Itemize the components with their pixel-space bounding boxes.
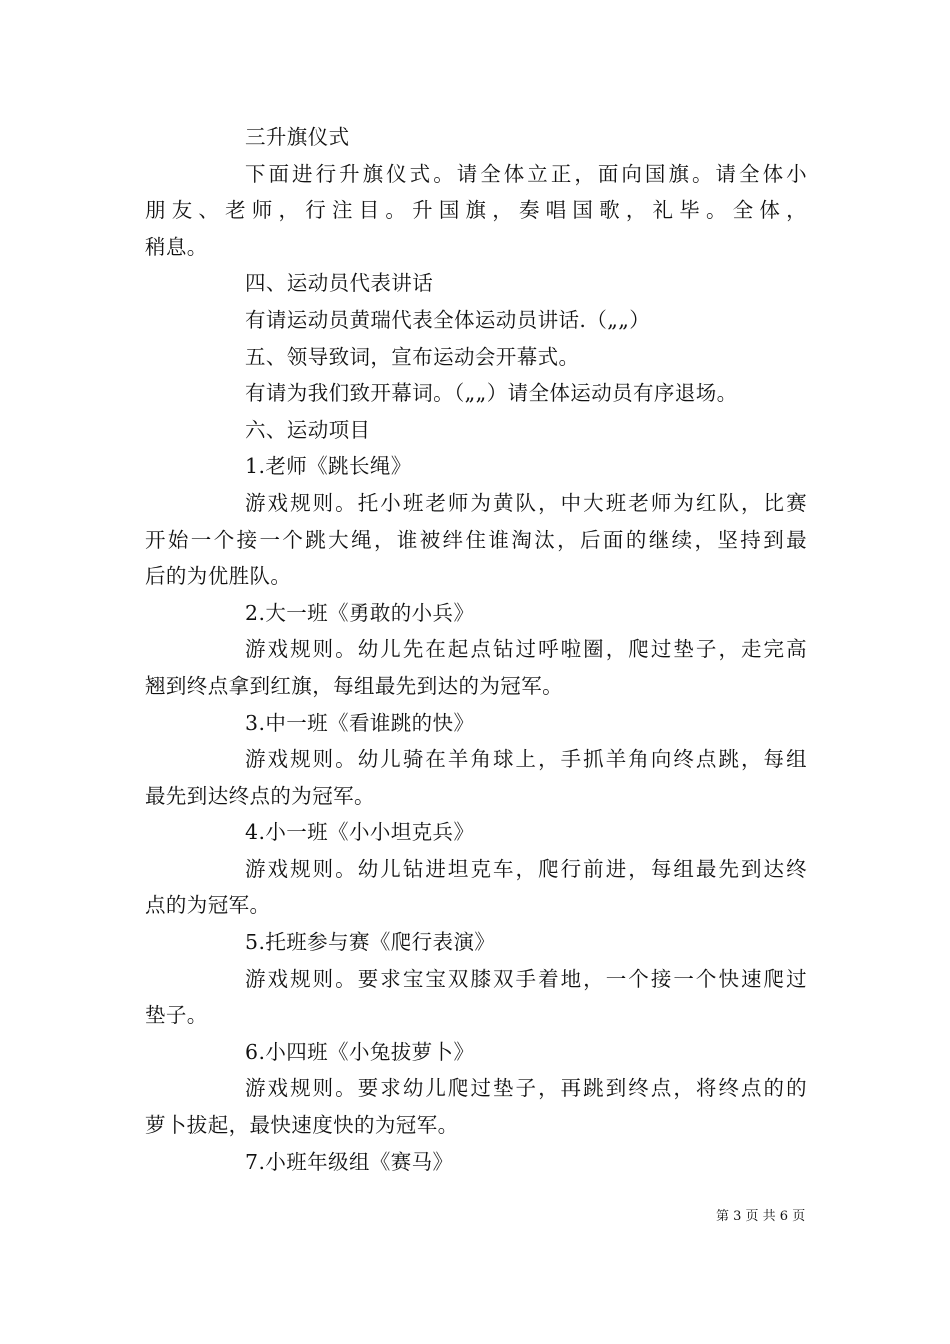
paragraph-line: 游戏规则。幼儿先在起点钻过呼啦圈，爬过垫子，走完高 [245, 637, 807, 662]
event-title: 7.小班年级组《赛马》 [245, 1149, 454, 1174]
paragraph-line: 有请为我们致开幕词。（„„）请全体运动员有序退场。 [245, 381, 738, 406]
section-heading-athlete-speech: 四、运动员代表讲话 [245, 271, 434, 296]
paragraph-line: 翘到终点拿到红旗，每组最先到达的为冠军。 [145, 673, 563, 698]
paragraph-line: 稍息。 [145, 234, 208, 259]
paragraph-line: 有请运动员黄瑞代表全体运动员讲话.（„„） [245, 307, 651, 332]
event-title: 1.老师《跳长绳》 [245, 454, 412, 479]
paragraph-line: 点的为冠军。 [145, 893, 271, 918]
page-number-footer: 第 3 页 共 6 页 [716, 1209, 806, 1224]
event-title: 6.小四班《小兔拔萝卜》 [245, 1039, 475, 1064]
event-title: 3.中一班《看谁跳的快》 [245, 710, 475, 735]
paragraph-line: 朋友、老师，行注目。升国旗，奏唱国歌，礼毕。全体， [145, 198, 807, 223]
paragraph-line: 游戏规则。要求幼儿爬过垫子，再跳到终点，将终点的的 [245, 1076, 807, 1101]
event-title: 5.托班参与赛《爬行表演》 [245, 930, 496, 955]
event-title: 2.大一班《勇敢的小兵》 [245, 600, 475, 625]
paragraph-line: 最先到达终点的为冠军。 [145, 783, 375, 808]
event-title: 4.小一班《小小坦克兵》 [245, 820, 475, 845]
paragraph-line: 游戏规则。托小班老师为黄队，中大班老师为红队，比赛 [245, 490, 807, 515]
paragraph-line: 后的为优胜队。 [145, 564, 292, 589]
paragraph-line: 游戏规则。幼儿骑在羊角球上，手抓羊角向终点跳，每组 [245, 747, 807, 772]
paragraph-line: 萝卜拔起，最快速度快的为冠军。 [145, 1113, 459, 1138]
paragraph-line: 开始一个接一个跳大绳，谁被绊住谁淘汰，后面的继续，坚持到最 [145, 527, 807, 552]
paragraph-line: 垫子。 [145, 1003, 208, 1028]
paragraph-line: 游戏规则。要求宝宝双膝双手着地，一个接一个快速爬过 [245, 966, 807, 991]
section-heading-leader-speech: 五、领导致词，宣布运动会开幕式。 [245, 344, 580, 369]
paragraph-line: 下面进行升旗仪式。请全体立正，面向国旗。请全体小 [245, 161, 807, 186]
document-body [145, 119, 807, 1180]
section-heading-flag-ceremony: 三升旗仪式 [245, 125, 350, 149]
paragraph-line: 游戏规则。幼儿钻进坦克车，爬行前进，每组最先到达终 [245, 856, 807, 881]
section-heading-events: 六、运动项目 [245, 417, 371, 442]
